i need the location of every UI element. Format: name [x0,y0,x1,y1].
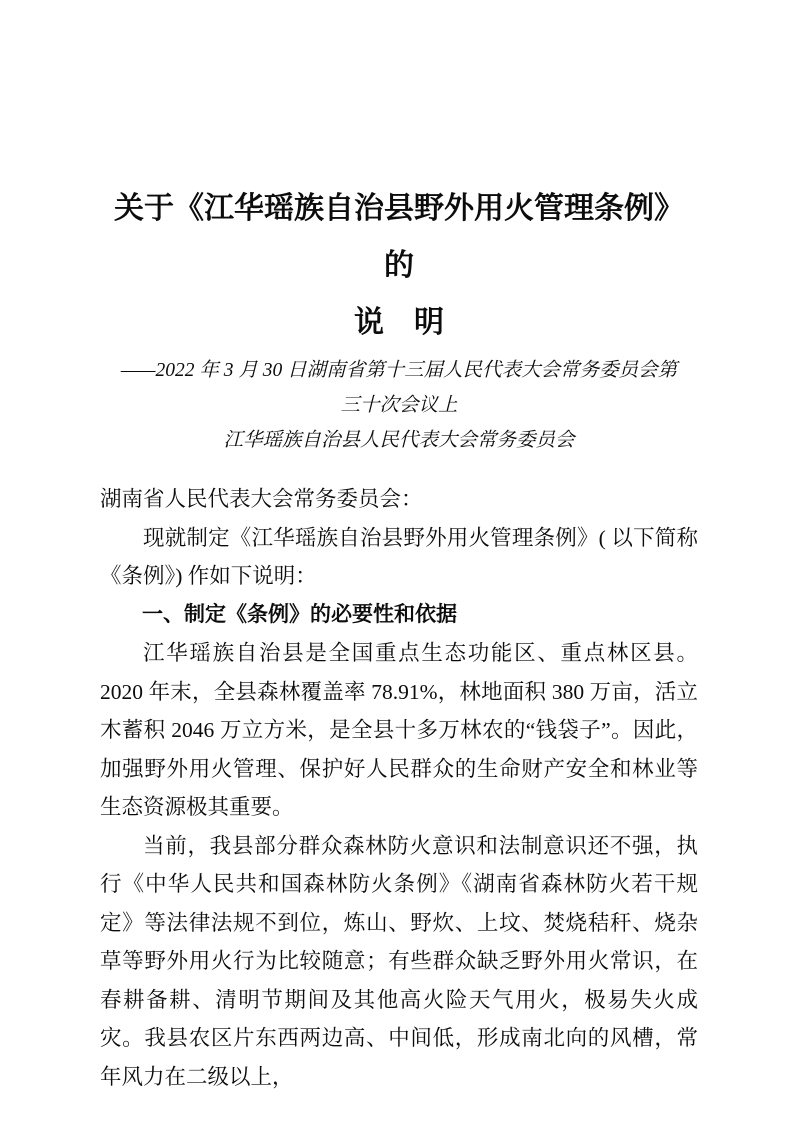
document-title [100,180,698,351]
title-line-1: 关于《江华瑶族自治县野外用火管理条例》的 [114,192,684,282]
document-body [100,480,698,1096]
meeting-note: ——2022 年 3 月 30 日湖南省第十三届人民代表大会常务委员会第三十次会议上 [120,360,678,416]
section-1-paragraph-2: 当前，我县部分群众森林防火意识和法制意识还不强，执行《中华人民共和国森林防火条例》《湖南省森林防火若干规定》等法律法规不到位，炼山、野炊、上坟、焚烧秸秆、烧杂草等野外用火行为比较随意；有些群众缺乏野外用火常识，在春耕备耕、清明节期间及其他高火险天气用火，极易失火成灾。我县农区片东西两边高、中间低，形成南北向的风槽，常年风力在二级以上， [100,833,698,1089]
section-1-paragraph-1: 江华瑶族自治县是全国重点生态功能区、重点林区县。2020 年末，全县森林覆盖率 78.91%，林地面积 380 万亩，活立木蓄积 2046 万立方米，是全县十多万林农的“钱袋子”。因此，加强野外用火管理、保护好人民群众的生命财产安全和林业等生态资源极其重要。 [100,641,698,819]
section-1-heading: 一、制定《条例》的必要性和依据 [142,602,457,626]
title-line-2: 说 明 [354,306,444,339]
intro-paragraph: 现就制定《江华瑶族自治县野外用火管理条例》( 以下简称《条例》) 作如下说明： [100,525,698,588]
document-content [100,180,698,1096]
salutation: 湖南省人民代表大会常务委员会： [100,487,423,511]
presenter-organization: 江华瑶族自治县人民代表大会常务委员会 [223,430,575,451]
